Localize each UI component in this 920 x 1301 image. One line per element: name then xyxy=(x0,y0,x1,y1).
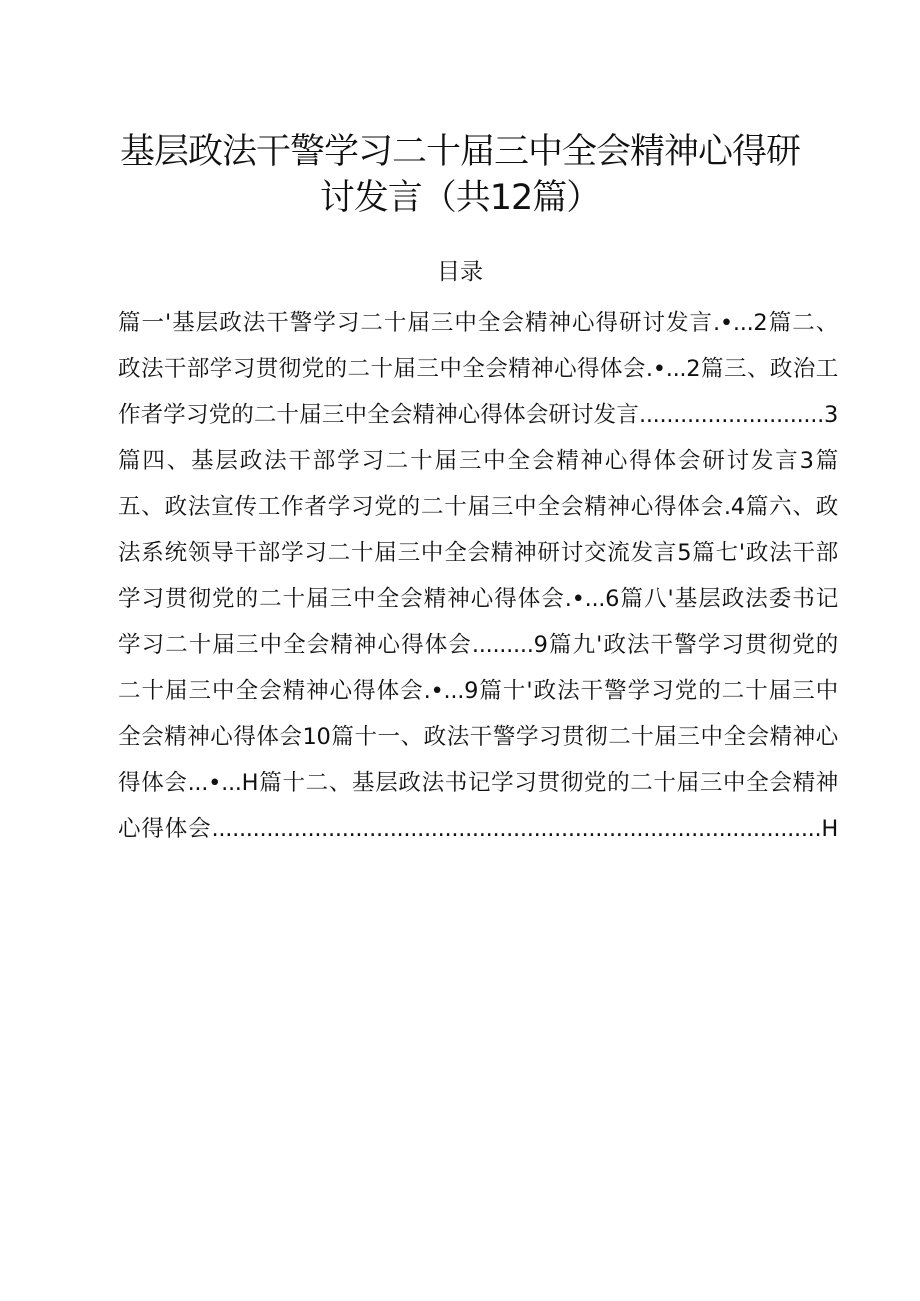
document-title-line-1: 基层政法干警学习二十届三中全会精神心得研 xyxy=(119,132,800,172)
toc-line: 篇四、基层政法干部学习二十届三中全会精神心得体会研讨发言3篇 xyxy=(118,448,838,474)
toc-line: 全会精神心得体会10篇十一、政法干警学习贯彻二十届三中全会精神心 xyxy=(118,724,838,750)
toc-line: 篇一'基层政法干警学习二十届三中全会精神心得研讨发言.•...2篇二、 xyxy=(118,310,838,336)
table-of-contents xyxy=(118,300,838,852)
toc-line: 学习二十届三中全会精神心得体会.........9篇九'政法干警学习贯彻党的 xyxy=(118,632,838,658)
toc-line: 心得体会.........................................................................................H xyxy=(118,816,838,842)
toc-line: 五、政法宣传工作者学习党的二十届三中全会精神心得体会.4篇六、政 xyxy=(118,494,838,520)
toc-line: 法系统领导干部学习二十届三中全会精神研讨交流发言5篇七'政法干部 xyxy=(118,540,838,566)
toc-line: 学习贯彻党的二十届三中全会精神心得体会.•...6篇八'基层政法委书记 xyxy=(118,586,838,612)
toc-heading: 目录 xyxy=(437,259,483,285)
toc-line: 作者学习党的二十届三中全会精神心得体会研讨发言...........................3 xyxy=(118,402,838,428)
toc-line: 政法干部学习贯彻党的二十届三中全会精神心得体会.•...2篇三、政治工 xyxy=(118,356,838,382)
document-title-line-2: 讨发言（共12篇） xyxy=(319,178,601,218)
toc-line: 得体会...•...H篇十二、基层政法书记学习贯彻党的二十届三中全会精神 xyxy=(118,770,838,796)
toc-line: 二十届三中全会精神心得体会.•...9篇十'政法干警学习党的二十届三中 xyxy=(118,678,838,704)
